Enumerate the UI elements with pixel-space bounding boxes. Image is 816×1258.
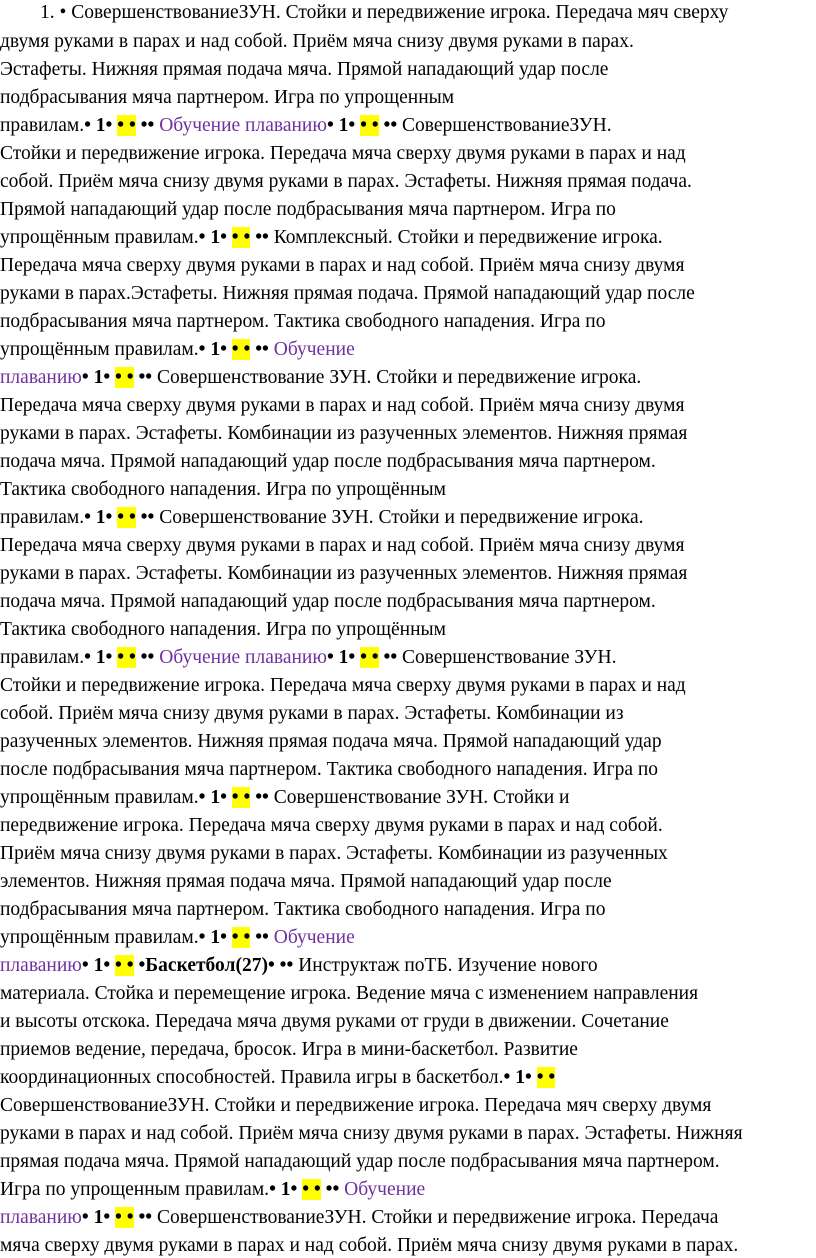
text-line — [0, 786, 816, 810]
bullet-marker: • 1• — [269, 1179, 303, 1200]
text-run: подбрасывания мяча партнером. Игра по упрощенным — [0, 87, 455, 108]
bullet-marker: •• — [250, 339, 269, 360]
text-line — [0, 842, 816, 866]
swimming-link[interactable]: плаванию — [0, 367, 82, 388]
highlighted-marker: • • — [115, 1207, 134, 1228]
text-run: Прямой нападающий удар после подбрасывания мяча партнером. Игра по — [0, 199, 616, 220]
bullet-marker: • 1• — [198, 227, 232, 248]
text-line — [0, 450, 816, 474]
text-run: правилам. — [0, 647, 85, 668]
text-run: упрощённым правилам. — [0, 227, 199, 248]
text-run: Тактика свободного нападения. Игра по упрощённым — [0, 479, 446, 500]
text-run: материала. Стойка и перемещение игрока. Ведение мяча с изменением направления — [0, 983, 699, 1004]
bullet-marker: •• — [250, 787, 269, 808]
text-line — [0, 422, 816, 446]
highlighted-marker: • • — [231, 927, 251, 948]
text-line — [0, 142, 816, 166]
text-run: Инструктаж поТБ. Изучение нового — [293, 955, 598, 976]
highlighted-marker: • • — [231, 339, 251, 360]
text-run: Совершенствование ЗУН. Стойки и передвижение игрока. — [152, 367, 642, 388]
highlighted-marker: • • — [117, 647, 136, 668]
text-line — [0, 114, 816, 138]
text-run: элементов. Нижняя прямая подача мяча. Прямой нападающий удар после — [0, 871, 612, 892]
bullet-marker: • 1• — [198, 339, 232, 360]
text-line — [0, 758, 816, 782]
text-line — [0, 338, 816, 362]
bullet-marker: •• — [250, 227, 269, 248]
bullet-marker: •• — [133, 1207, 153, 1228]
bullet-marker: •• — [135, 115, 155, 136]
text-run: • СовершенствованиеЗУН. Стойки и передвижение игрока. Передача мяч сверху — [54, 2, 729, 23]
text-run: подача мяча. Прямой нападающий удар после подбрасывания мяча партнером. — [0, 451, 656, 472]
text-line — [0, 30, 816, 54]
bullet-marker: •• — [378, 115, 398, 136]
bullet-marker: • 1• — [198, 787, 232, 808]
bullet-marker: • 1• — [198, 927, 232, 948]
text-run: Эстафеты. Нижняя прямая подача мяча. Прямой нападающий удар после — [0, 59, 609, 80]
text-line — [0, 282, 816, 306]
text-line — [0, 730, 816, 754]
text-line — [0, 1122, 816, 1146]
text-line — [0, 366, 816, 390]
text-run: упрощённым правилам. — [0, 339, 199, 360]
bullet-marker: •• — [135, 647, 155, 668]
text-run: Совершенствование ЗУН. — [397, 647, 617, 668]
text-line — [0, 310, 816, 334]
highlighted-marker: • • — [302, 1179, 321, 1200]
text-line — [0, 926, 816, 950]
bullet-marker: • 1• — [503, 1067, 537, 1088]
text-run: мяча сверху двумя руками в парах и над собой. Приём мяча снизу двумя руками в парах. — [0, 1235, 739, 1256]
highlighted-marker: • • — [360, 115, 379, 136]
bullet-marker: •• — [133, 367, 153, 388]
swimming-link[interactable]: плаванию — [0, 955, 82, 976]
text-line — [0, 1066, 816, 1090]
swimming-link[interactable]: Обучение плаванию — [159, 115, 327, 136]
text-line — [0, 674, 816, 698]
text-run: Приём мяча снизу двумя руками в парах. Эстафеты. Комбинации из разученных — [0, 843, 668, 864]
text-line — [0, 954, 816, 978]
text-run: собой. Приём мяча снизу двумя руками в парах. Эстафеты. Нижняя прямая подача. — [0, 171, 692, 192]
text-run: Игра по упрощенным правилам. — [0, 1179, 270, 1200]
text-run: прямая подача мяча. Прямой нападающий удар после подбрасывания мяча партнером. — [0, 1151, 720, 1172]
bullet-marker: • 1• — [84, 115, 118, 136]
text-run: СовершенствованиеЗУН. — [397, 115, 612, 136]
text-run: двумя руками в парах и над собой. Приём мяча снизу двумя руками в парах. — [0, 31, 634, 52]
highlighted-marker: • • — [115, 367, 134, 388]
text-run: Стойки и передвижение игрока. Передача мяча сверху двумя руками в парах и над — [0, 675, 686, 696]
text-run: руками в парах.Эстафеты. Нижняя прямая подача. Прямой нападающий удар после — [0, 283, 695, 304]
text-run: подбрасывания мяча партнером. Тактика свободного нападения. Игра по — [0, 899, 606, 920]
text-run: Передача мяча сверху двумя руками в парах и над собой. Приём мяча снизу двумя — [0, 255, 685, 276]
text-run: и высоты отскока. Передача мяча двумя руками от груди в движении. Сочетание — [0, 1011, 669, 1032]
text-run: Совершенствование ЗУН. Стойки и передвижение игрока. — [154, 507, 644, 528]
bullet-marker: • 1• — [84, 647, 118, 668]
highlighted-marker: • • — [536, 1067, 556, 1088]
text-line — [0, 226, 816, 250]
text-run: приемов ведение, передача, бросок. Игра в мини-баскетбол. Развитие — [0, 1039, 578, 1060]
highlighted-marker: • • — [117, 115, 136, 136]
text-line — [0, 254, 816, 278]
text-line — [0, 898, 816, 922]
text-run: Совершенствование ЗУН. Стойки и — [268, 787, 570, 808]
swimming-link[interactable]: Обучение — [273, 339, 355, 360]
bullet-marker: Баскетбол(27) — [145, 955, 268, 976]
text-line — [0, 86, 816, 110]
highlighted-marker: • • — [231, 227, 251, 248]
text-run: Комплексный. Стойки и передвижение игрока. — [268, 227, 663, 248]
text-run: после подбрасывания мяча партнером. Тактика свободного нападения. Игра по — [0, 759, 659, 780]
text-run: правилам. — [0, 507, 85, 528]
text-run: передвижение игрока. Передача мяча сверху двумя руками в парах и над собой. — [0, 815, 663, 836]
swimming-link[interactable]: Обучение плаванию — [159, 647, 327, 668]
text-line — [0, 982, 816, 1006]
bullet-marker: • •• — [267, 955, 294, 976]
text-run: подача мяча. Прямой нападающий удар после подбрасывания мяча партнером. — [0, 591, 656, 612]
bullet-marker: •• — [135, 507, 155, 528]
text-line — [0, 618, 816, 642]
bullet-marker: •• — [320, 1179, 340, 1200]
text-run: упрощённым правилам. — [0, 787, 199, 808]
text-line — [0, 1, 816, 25]
text-line — [0, 198, 816, 222]
text-run: разученных элементов. Нижняя прямая подача мяча. Прямой нападающий удар — [0, 731, 662, 752]
bullet-marker: • 1• — [81, 955, 116, 976]
text-line — [0, 870, 816, 894]
bullet-marker: •• — [250, 927, 269, 948]
text-run: СовершенствованиеЗУН. Стойки и передвижение игрока. Передача мяч сверху двумя — [0, 1095, 712, 1116]
text-line — [0, 394, 816, 418]
swimming-link[interactable]: плаванию — [0, 1207, 82, 1228]
text-line — [0, 506, 816, 530]
bullet-marker: • 1• — [326, 115, 361, 136]
text-run: упрощённым правилам. — [0, 927, 199, 948]
bullet-marker: • — [133, 955, 146, 976]
text-line — [0, 702, 816, 726]
text-line — [0, 170, 816, 194]
text-line — [0, 1178, 816, 1202]
text-line — [0, 1150, 816, 1174]
highlighted-marker: • • — [117, 507, 136, 528]
text-line — [0, 590, 816, 614]
text-line — [0, 1234, 816, 1258]
highlighted-marker: • • — [360, 647, 379, 668]
text-line — [0, 814, 816, 838]
highlighted-marker: • • — [115, 955, 134, 976]
bullet-marker: • 1• — [326, 647, 361, 668]
text-run: собой. Приём мяча снизу двумя руками в парах. Эстафеты. Комбинации из — [0, 703, 624, 724]
text-run: Стойки и передвижение игрока. Передача мяча сверху двумя руками в парах и над — [0, 143, 686, 164]
text-line — [0, 646, 816, 670]
swimming-link[interactable]: Обучение — [273, 927, 355, 948]
text-run: Тактика свободного нападения. Игра по упрощённым — [0, 619, 446, 640]
text-run: СовершенствованиеЗУН. Стойки и передвижение игрока. Передача — [152, 1207, 719, 1228]
text-line — [0, 1010, 816, 1034]
text-line — [0, 1038, 816, 1062]
text-run: 1. — [40, 2, 55, 23]
bullet-marker: •• — [378, 647, 398, 668]
text-run: подбрасывания мяча партнером. Тактика свободного нападения. Игра по — [0, 311, 606, 332]
text-run: координационных способностей. Правила игры в баскетбол. — [0, 1067, 504, 1088]
text-run: правилам. — [0, 115, 85, 136]
text-line — [0, 1094, 816, 1118]
bullet-marker: • 1• — [81, 1207, 116, 1228]
text-line — [0, 562, 816, 586]
swimming-link[interactable]: Обучение — [344, 1179, 426, 1200]
text-line — [0, 58, 816, 82]
bullet-marker: • 1• — [81, 367, 116, 388]
text-run: Передача мяча сверху двумя руками в парах и над собой. Приём мяча снизу двумя — [0, 535, 685, 556]
text-line — [0, 1206, 816, 1230]
text-line — [0, 478, 816, 502]
highlighted-marker: • • — [231, 787, 251, 808]
bullet-marker: • 1• — [84, 507, 118, 528]
text-run: руками в парах и над собой. Приём мяча снизу двумя руками в парах. Эстафеты. Нижняя — [0, 1123, 743, 1144]
text-run: руками в парах. Эстафеты. Комбинации из разученных элементов. Нижняя прямая — [0, 423, 688, 444]
text-line — [0, 534, 816, 558]
text-run: руками в парах. Эстафеты. Комбинации из разученных элементов. Нижняя прямая — [0, 563, 688, 584]
text-run: Передача мяча сверху двумя руками в парах и над собой. Приём мяча снизу двумя — [0, 395, 685, 416]
